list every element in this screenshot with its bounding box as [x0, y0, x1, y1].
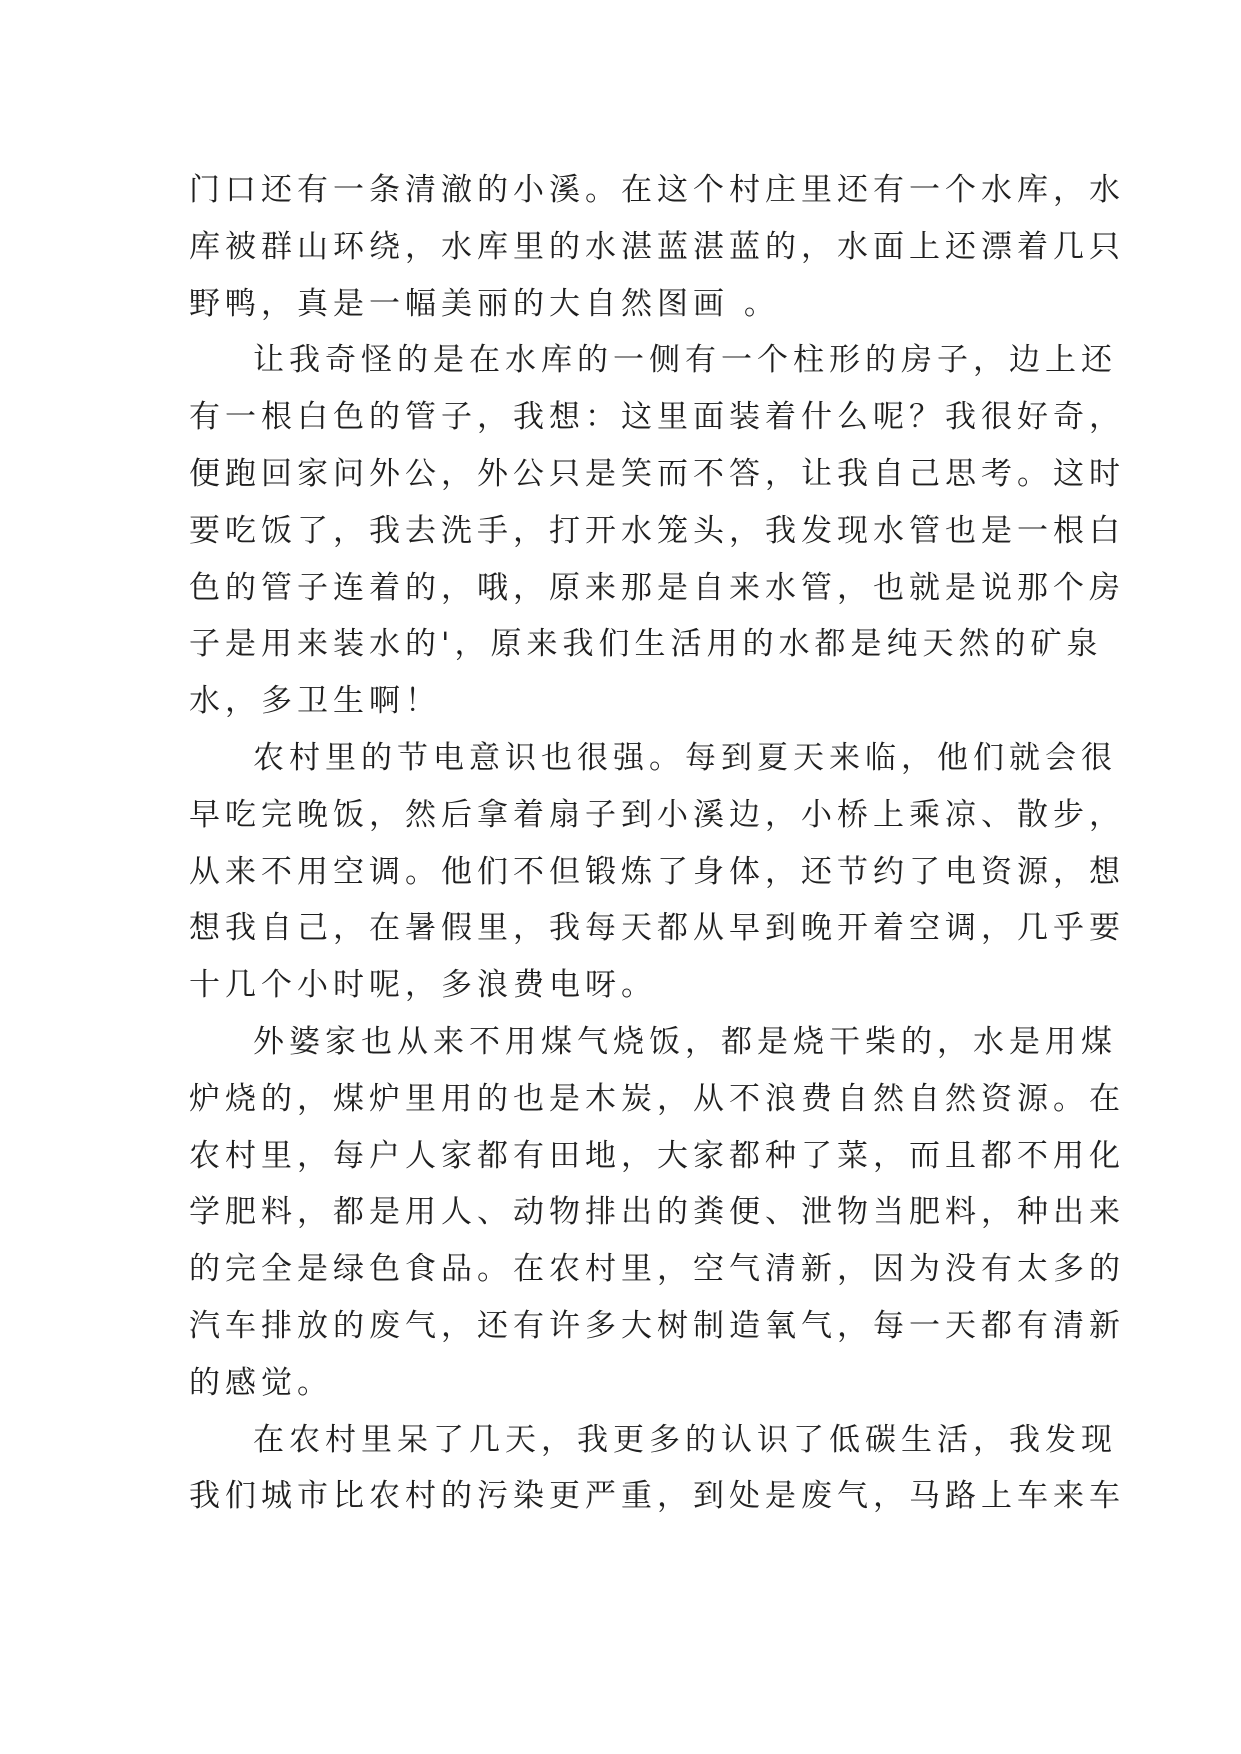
text-line: 要吃饭了，我去洗手，打开水笼头，我发现水管也是一根白: [189, 512, 1125, 549]
text-line: 野鸭，真是一幅美丽的大自然图画 。: [189, 285, 780, 322]
text-line: 从来不用空调。他们不但锻炼了身体，还节约了电资源，想: [189, 853, 1125, 890]
paragraph-first-line: 农村里的节电意识也很强。每到夏天来临，他们就会很: [253, 739, 1117, 776]
text-line: 的完全是绿色食品。在农村里，空气清新，因为没有太多的: [189, 1251, 1125, 1288]
text-line: 汽车排放的废气，还有许多大树制造氧气，每一天都有清新: [189, 1307, 1125, 1344]
paragraph-first-line: 外婆家也从来不用煤气烧饭，都是烧干柴的，水是用煤: [253, 1023, 1117, 1060]
text-line: 我们城市比农村的污染更严重，到处是废气，马路上车来车: [189, 1478, 1125, 1515]
text-line: 早吃完晚饭，然后拿着扇子到小溪边，小桥上乘凉、散步，: [189, 796, 1125, 833]
paragraph-first-line: 在农村里呆了几天，我更多的认识了低碳生活，我发现: [253, 1421, 1117, 1458]
paragraph-first-line: 让我奇怪的是在水库的一侧有一个柱形的房子，边上还: [253, 342, 1117, 379]
text-line: 炉烧的，煤炉里用的也是木炭，从不浪费自然自然资源。在: [189, 1080, 1125, 1117]
essay-body: [189, 162, 1125, 1525]
text-line: 十几个小时呢，多浪费电呀。: [189, 967, 657, 1004]
text-line: 的感觉。: [189, 1364, 333, 1401]
text-line: 想我自己，在暑假里，我每天都从早到晚开着空调，几乎要: [189, 910, 1125, 947]
text-line: 门口还有一条清澈的小溪。在这个村庄里还有一个水库，水: [189, 172, 1125, 208]
text-line: 便跑回家问外公，外公只是笑而不答，让我自己思考。这时: [189, 455, 1125, 492]
text-line: 水，多卫生啊！: [189, 683, 441, 720]
text-line: 子是用来装水的'，原来我们生活用的水都是纯天然的矿泉: [189, 626, 1103, 663]
text-line: 库被群山环绕，水库里的水湛蓝湛蓝的，水面上还漂着几只: [189, 228, 1125, 265]
text-line: 色的管子连着的，哦，原来那是自来水管，也就是说那个房: [189, 569, 1125, 606]
text-line: 学肥料，都是用人、动物排出的粪便、泄物当肥料，种出来: [189, 1194, 1125, 1231]
text-line: 有一根白色的管子，我想：这里面装着什么呢？我很好奇，: [189, 399, 1125, 436]
text-line: 农村里，每户人家都有田地，大家都种了菜，而且都不用化: [189, 1137, 1125, 1174]
